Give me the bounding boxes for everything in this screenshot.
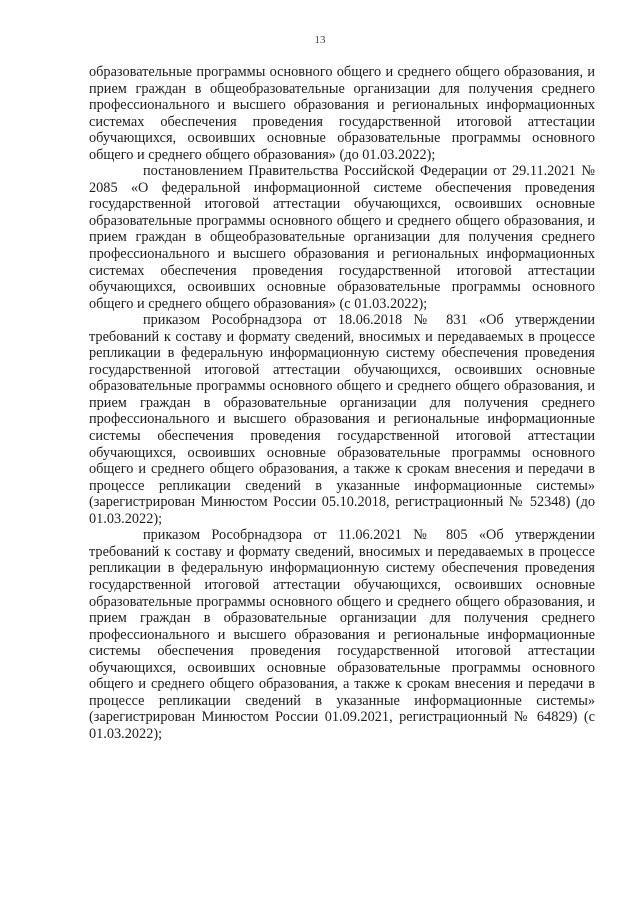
paragraph-continuation: образовательные программы основного общего и среднего общего образования, и прием граждан в общеобразовательные организации для получения среднего профессионального и высшего образования и региональных информационных системах обеспечения проведения государственной итоговой аттестации обучающихся, освоивших основные образовательные программы основного общего и среднего общего образования» (до 01.03.2022); [89,64,595,163]
paragraph-order-805: приказом Рособрнадзора от 11.06.2021 № 805 «Об утверждении требований к составу и формату сведений, вносимых и передаваемых в процессе репликации в федеральную информационную систему обеспечения проведения государственной итоговой аттестации обучающихся, освоивших основные образовательные программы основного общего и среднего общего образования, и прием граждан в образовательные организации для получения среднего профессионального и высшего образования и региональные информационные системы обеспечения проведения государственной итоговой аттестации обучающихся, освоивших основные образовательные программы основного общего и среднего общего образования, а также к срокам внесения и передачи в процессе репликации сведений в указанные информационные системы» (зарегистрирован Минюстом России 01.09.2021, регистрационный № 64829) (с 01.03.2022); [89,527,595,742]
paragraph-government-decree: постановлением Правительства Российской Федерации от 29.11.2021 № 2085 «О федеральной информационной системе обеспечения проведения государственной итоговой аттестации обучающихся, освоивших основные образовательные программы основного общего и среднего общего образования, и прием граждан в общеобразовательные организации для получения среднего профессионального и высшего образования и региональных информационных системах обеспечения проведения государственной итоговой аттестации обучающихся, освоивших основные образовательные программы основного общего и среднего общего образования» (с 01.03.2022); [89,163,595,312]
page-number: 13 [314,34,326,46]
document-body [89,64,595,742]
paragraph-order-831: приказом Рособрнадзора от 18.06.2018 № 831 «Об утверждении требований к составу и формату сведений, вносимых и передаваемых в процессе репликации в федеральную информационную систему обеспечения проведения государственной итоговой аттестации обучающихся, освоивших основные образовательные программы основного общего и среднего общего образования, и прием граждан в образовательные организации для получения среднего профессионального и высшего образования и региональные информационные системы обеспечения проведения государственной итоговой аттестации обучающихся, освоивших основные образовательные программы основного общего и среднего общего образования, а также к срокам внесения и передачи в процессе репликации сведений в указанные информационные системы» (зарегистрирован Минюстом России 05.10.2018, регистрационный № 52348) (до 01.03.2022); [89,312,595,527]
